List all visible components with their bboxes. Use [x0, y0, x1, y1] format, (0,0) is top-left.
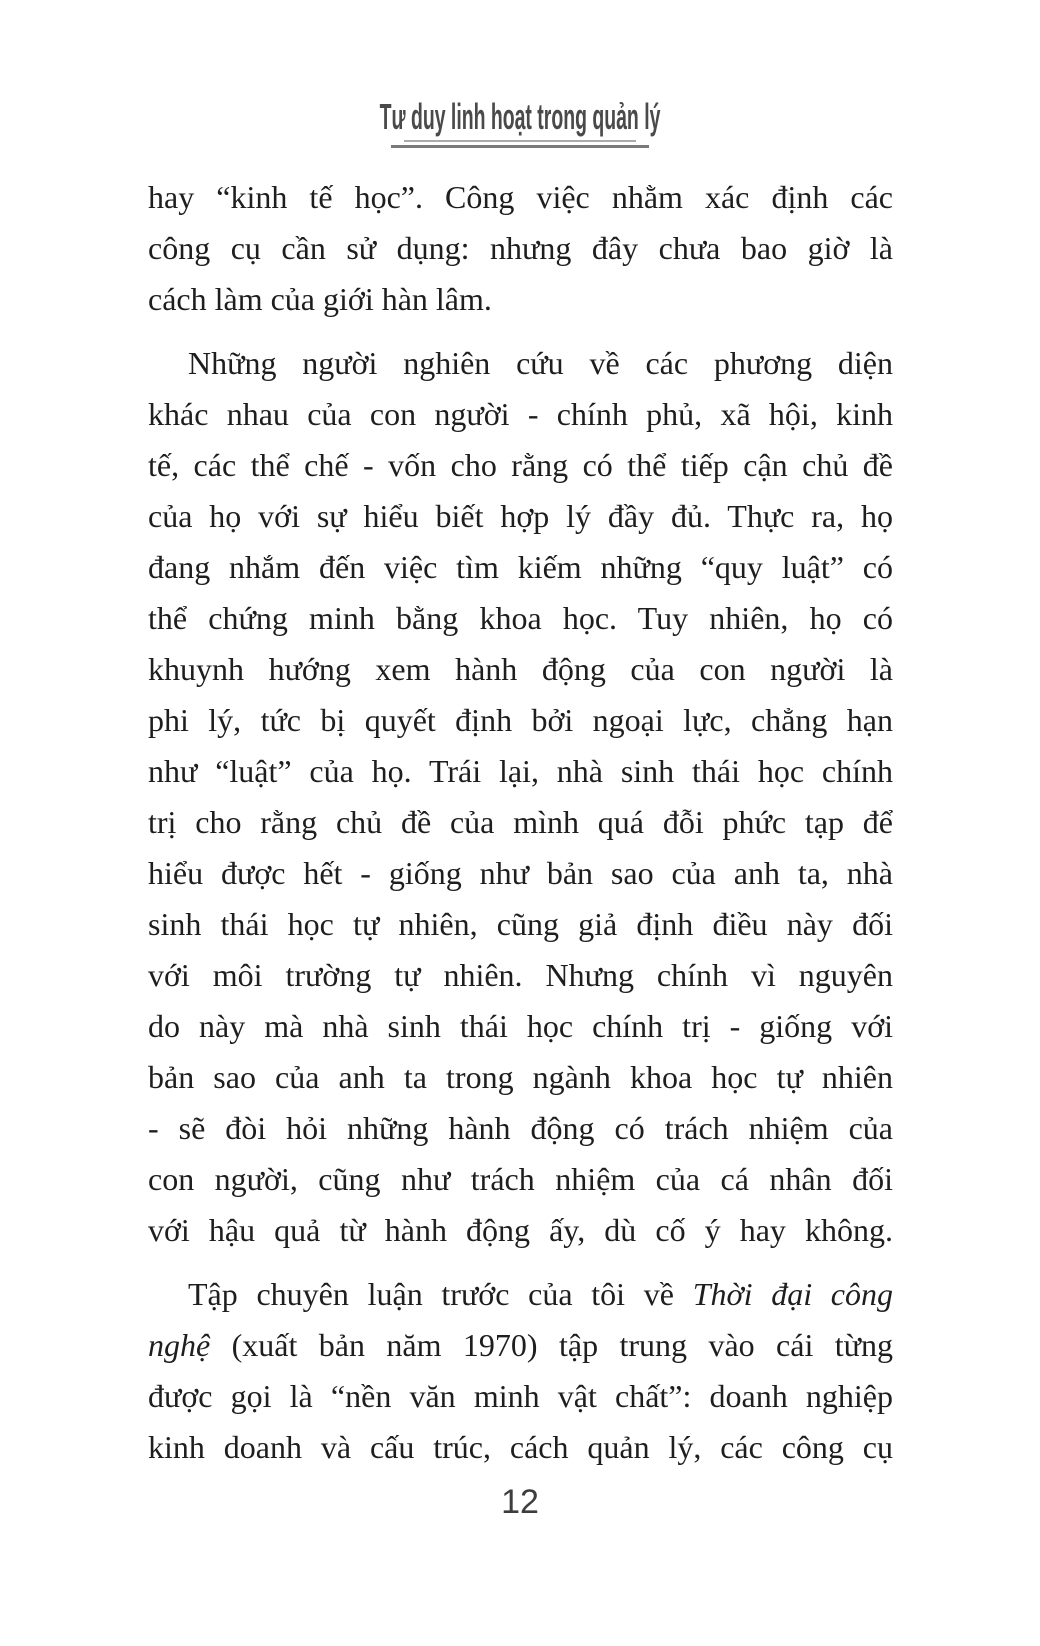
- header-rule-thin: [404, 140, 636, 142]
- text-line: [148, 1422, 893, 1473]
- text-line: [148, 1205, 893, 1256]
- text-segment: hiểu được hết - giống như bản sao của anh ta, nhà: [148, 855, 893, 891]
- text-line: [148, 746, 893, 797]
- book-title-italic: Thời đại công: [692, 1276, 894, 1312]
- text-segment: hay “kinh tế học”. Công việc nhằm xác định các: [148, 179, 893, 215]
- text-line: [148, 1001, 893, 1052]
- text-line: [148, 1269, 893, 1320]
- text-line: [148, 644, 893, 695]
- text-line: [148, 848, 893, 899]
- page-header: [0, 96, 1040, 148]
- text-line: [148, 274, 893, 325]
- page-footer: [0, 1483, 1040, 1522]
- text-segment: cách làm của giới hàn lâm.: [148, 281, 492, 317]
- text-segment: - sẽ đòi hỏi những hành động có trách nhiệm của: [148, 1110, 893, 1146]
- text-line: [148, 1154, 893, 1205]
- text-segment: sinh thái học tự nhiên, cũng giả định điều này đối: [148, 906, 893, 942]
- text-segment: công cụ cần sử dụng: nhưng đây chưa bao giờ là: [148, 230, 893, 266]
- text-line: [148, 695, 893, 746]
- book-title-italic: nghệ: [148, 1327, 211, 1363]
- text-line: [148, 223, 893, 274]
- text-segment: con người, cũng như trách nhiệm của cá nhân đối: [148, 1161, 893, 1197]
- text-segment: kinh doanh và cấu trúc, cách quản lý, các công cụ: [148, 1429, 893, 1465]
- running-title: Tư duy linh hoạt trong quản lý: [379, 96, 661, 137]
- text-line: [148, 950, 893, 1001]
- text-segment: phi lý, tức bị quyết định bởi ngoại lực, chẳng hạn: [148, 702, 893, 738]
- text-segment: đang nhắm đến việc tìm kiếm những “quy luật” có: [148, 549, 893, 585]
- text-line: [148, 172, 893, 223]
- text-line: [148, 593, 893, 644]
- text-line: [148, 1103, 893, 1154]
- text-segment: Tập chuyên luận trước của tôi về: [188, 1276, 693, 1312]
- text-line: [148, 389, 893, 440]
- text-segment: trị cho rằng chủ đề của mình quá đỗi phức tạp để: [148, 804, 893, 840]
- text-segment: do này mà nhà sinh thái học chính trị - giống với: [148, 1008, 893, 1044]
- paragraph: [148, 338, 893, 1256]
- text-segment: như “luật” của họ. Trái lại, nhà sinh thái học chính: [148, 753, 893, 789]
- body-text: [148, 172, 893, 1486]
- text-line: [148, 491, 893, 542]
- text-line: [148, 899, 893, 950]
- text-line: [148, 1320, 893, 1371]
- text-segment: khuynh hướng xem hành động của con người là: [148, 651, 893, 687]
- text-line: [148, 542, 893, 593]
- text-segment: (xuất bản năm 1970) tập trung vào cái từng: [210, 1327, 893, 1363]
- page-number: 12: [501, 1483, 539, 1521]
- text-segment: khác nhau của con người - chính phủ, xã hội, kinh: [148, 396, 893, 432]
- text-line: [148, 338, 893, 389]
- text-segment: được gọi là “nền văn minh vật chất”: doanh nghiệp: [148, 1378, 893, 1414]
- text-segment: với môi trường tự nhiên. Nhưng chính vì nguyên: [148, 957, 893, 993]
- text-segment: với hậu quả từ hành động ấy, dù cố ý hay không.: [148, 1212, 893, 1248]
- paragraph: [148, 1269, 893, 1473]
- header-rule-thick: [391, 145, 649, 148]
- text-line: [148, 797, 893, 848]
- text-line: [148, 1052, 893, 1103]
- text-segment: tế, các thể chế - vốn cho rằng có thể tiếp cận chủ đề: [148, 447, 893, 483]
- text-line: [148, 440, 893, 491]
- paragraph: [148, 172, 893, 325]
- text-line: [148, 1371, 893, 1422]
- text-segment: Những người nghiên cứu về các phương diện: [188, 345, 893, 381]
- text-segment: của họ với sự hiểu biết hợp lý đầy đủ. Thực ra, họ: [148, 498, 893, 534]
- text-segment: bản sao của anh ta trong ngành khoa học tự nhiên: [148, 1059, 893, 1095]
- text-segment: thể chứng minh bằng khoa học. Tuy nhiên, họ có: [148, 600, 893, 636]
